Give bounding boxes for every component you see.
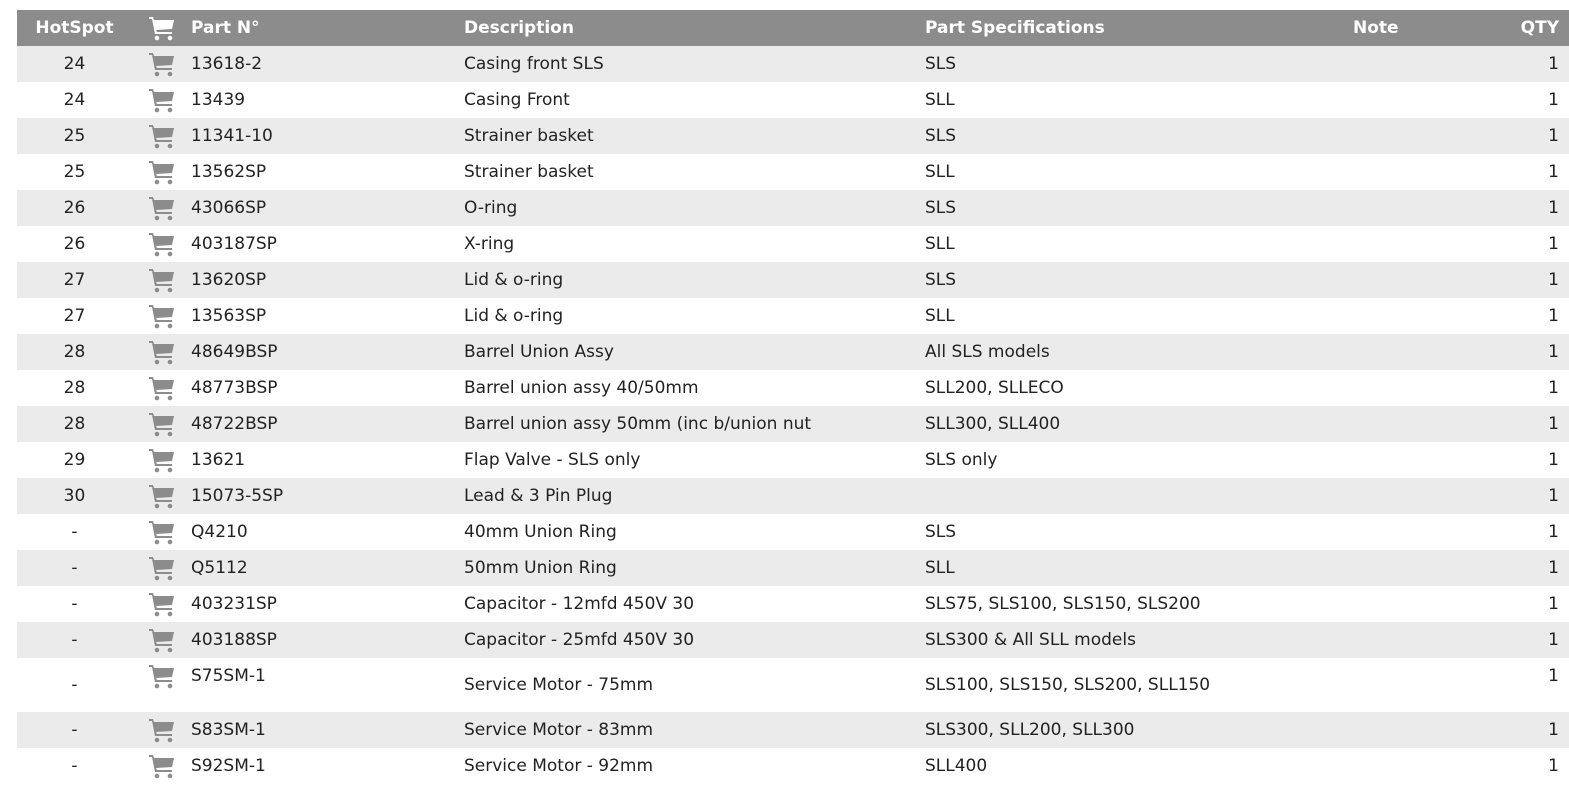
part-number-cell: 13439 bbox=[191, 82, 464, 118]
qty-cell: 1 bbox=[1467, 514, 1569, 550]
cart-icon bbox=[148, 590, 176, 618]
hotspot-cell: 26 bbox=[17, 226, 132, 262]
table-row bbox=[17, 406, 1569, 442]
hotspot-cell: 27 bbox=[17, 262, 132, 298]
cart-cell bbox=[132, 370, 191, 406]
note-cell bbox=[1323, 712, 1467, 748]
add-to-cart-button[interactable] bbox=[148, 158, 176, 186]
hotspot-cell: - bbox=[17, 748, 132, 784]
part-number-cell: 13562SP bbox=[191, 154, 464, 190]
description-cell: Barrel Union Assy bbox=[464, 334, 925, 370]
cart-icon bbox=[148, 374, 176, 402]
add-to-cart-button[interactable] bbox=[148, 482, 176, 510]
qty-cell: 1 bbox=[1467, 226, 1569, 262]
part-specifications-cell: SLL400 bbox=[925, 748, 1323, 784]
part-specifications-cell: SLL bbox=[925, 298, 1323, 334]
note-cell bbox=[1323, 406, 1467, 442]
part-number-cell: S83SM-1 bbox=[191, 712, 464, 748]
part-number-cell: 43066SP bbox=[191, 190, 464, 226]
table-row bbox=[17, 442, 1569, 478]
description-cell: Strainer basket bbox=[464, 118, 925, 154]
cart-icon bbox=[148, 14, 176, 42]
note-cell bbox=[1323, 658, 1467, 712]
cart-icon bbox=[148, 518, 176, 546]
cart-cell bbox=[132, 712, 191, 748]
description-cell: Casing front SLS bbox=[464, 46, 925, 82]
hotspot-cell: - bbox=[17, 658, 132, 712]
part-number-cell: S92SM-1 bbox=[191, 748, 464, 784]
hotspot-cell: 25 bbox=[17, 118, 132, 154]
add-to-cart-button[interactable] bbox=[148, 122, 176, 150]
hotspot-cell: 25 bbox=[17, 154, 132, 190]
part-number-cell: 403231SP bbox=[191, 586, 464, 622]
qty-cell: 1 bbox=[1467, 748, 1569, 784]
table-row bbox=[17, 262, 1569, 298]
table-row bbox=[17, 154, 1569, 190]
part-number-cell: 48773BSP bbox=[191, 370, 464, 406]
add-to-cart-button[interactable] bbox=[148, 446, 176, 474]
part-specifications-cell: All SLS models bbox=[925, 334, 1323, 370]
table-row bbox=[17, 82, 1569, 118]
add-to-cart-button[interactable] bbox=[148, 194, 176, 222]
note-cell bbox=[1323, 622, 1467, 658]
cart-cell bbox=[132, 622, 191, 658]
note-cell bbox=[1323, 118, 1467, 154]
qty-cell: 1 bbox=[1467, 658, 1569, 712]
part-number-cell: 403187SP bbox=[191, 226, 464, 262]
hotspot-cell: 28 bbox=[17, 370, 132, 406]
table-row bbox=[17, 748, 1569, 784]
hotspot-cell: 28 bbox=[17, 334, 132, 370]
note-cell bbox=[1323, 550, 1467, 586]
cart-cell bbox=[132, 406, 191, 442]
add-to-cart-button[interactable] bbox=[148, 266, 176, 294]
description-cell: Casing Front bbox=[464, 82, 925, 118]
part-specifications-cell: SLL300, SLL400 bbox=[925, 406, 1323, 442]
cart-icon bbox=[148, 446, 176, 474]
part-number-cell: 48722BSP bbox=[191, 406, 464, 442]
part-specifications-cell: SLL bbox=[925, 550, 1323, 586]
description-cell: Strainer basket bbox=[464, 154, 925, 190]
header-qty: QTY bbox=[1467, 10, 1569, 46]
add-to-cart-button[interactable] bbox=[148, 86, 176, 114]
part-specifications-cell: SLS100, SLS150, SLS200, SLL150 bbox=[925, 658, 1323, 712]
qty-cell: 1 bbox=[1467, 262, 1569, 298]
hotspot-cell: - bbox=[17, 622, 132, 658]
part-specifications-cell: SLL bbox=[925, 154, 1323, 190]
add-to-cart-button[interactable] bbox=[148, 230, 176, 258]
description-cell: Lid & o-ring bbox=[464, 262, 925, 298]
hotspot-cell: - bbox=[17, 586, 132, 622]
table-row bbox=[17, 298, 1569, 334]
note-cell bbox=[1323, 370, 1467, 406]
part-number-cell: Q5112 bbox=[191, 550, 464, 586]
note-cell bbox=[1323, 82, 1467, 118]
table-row bbox=[17, 550, 1569, 586]
cart-cell bbox=[132, 514, 191, 550]
part-number-cell: S75SM-1 bbox=[191, 658, 464, 712]
add-to-cart-button[interactable] bbox=[148, 752, 176, 780]
part-specifications-cell: SLL200, SLLECO bbox=[925, 370, 1323, 406]
header-part-specifications: Part Specifications bbox=[925, 10, 1323, 46]
cart-cell bbox=[132, 442, 191, 478]
part-specifications-cell: SLS bbox=[925, 118, 1323, 154]
qty-cell: 1 bbox=[1467, 118, 1569, 154]
cart-cell bbox=[132, 262, 191, 298]
add-to-cart-button[interactable] bbox=[148, 374, 176, 402]
note-cell bbox=[1323, 298, 1467, 334]
add-to-cart-button[interactable] bbox=[148, 590, 176, 618]
add-to-cart-button[interactable] bbox=[148, 626, 176, 654]
cart-cell bbox=[132, 298, 191, 334]
qty-cell: 1 bbox=[1467, 550, 1569, 586]
add-to-cart-button[interactable] bbox=[148, 716, 176, 744]
description-cell: O-ring bbox=[464, 190, 925, 226]
hotspot-cell: 27 bbox=[17, 298, 132, 334]
header-part-number: Part N° bbox=[191, 10, 464, 46]
table-row bbox=[17, 226, 1569, 262]
cart-cell bbox=[132, 46, 191, 82]
qty-cell: 1 bbox=[1467, 442, 1569, 478]
hotspot-cell: - bbox=[17, 550, 132, 586]
qty-cell: 1 bbox=[1467, 406, 1569, 442]
cart-cell bbox=[132, 658, 191, 712]
part-number-cell: 13621 bbox=[191, 442, 464, 478]
hotspot-cell: 26 bbox=[17, 190, 132, 226]
part-specifications-cell: SLS bbox=[925, 190, 1323, 226]
header-note: Note bbox=[1323, 10, 1467, 46]
part-specifications-cell: SLS only bbox=[925, 442, 1323, 478]
part-specifications-cell: SLS300, SLL200, SLL300 bbox=[925, 712, 1323, 748]
part-specifications-cell: SLS75, SLS100, SLS150, SLS200 bbox=[925, 586, 1323, 622]
description-cell: X-ring bbox=[464, 226, 925, 262]
note-cell bbox=[1323, 442, 1467, 478]
table-body bbox=[17, 46, 1569, 784]
table-header-row bbox=[17, 10, 1569, 46]
cart-icon bbox=[148, 338, 176, 366]
table-row bbox=[17, 586, 1569, 622]
qty-cell: 1 bbox=[1467, 190, 1569, 226]
cart-cell bbox=[132, 586, 191, 622]
description-cell: Lead & 3 Pin Plug bbox=[464, 478, 925, 514]
description-cell: Service Motor - 75mm bbox=[464, 658, 925, 712]
cart-icon bbox=[148, 50, 176, 78]
qty-cell: 1 bbox=[1467, 298, 1569, 334]
cart-icon bbox=[148, 122, 176, 150]
add-to-cart-button[interactable] bbox=[148, 50, 176, 78]
add-to-cart-button[interactable] bbox=[148, 338, 176, 366]
part-specifications-cell bbox=[925, 478, 1323, 514]
part-number-cell: 11341-10 bbox=[191, 118, 464, 154]
note-cell bbox=[1323, 586, 1467, 622]
note-cell bbox=[1323, 190, 1467, 226]
hotspot-cell: - bbox=[17, 712, 132, 748]
cart-icon bbox=[148, 662, 176, 690]
note-cell bbox=[1323, 226, 1467, 262]
hotspot-cell: 30 bbox=[17, 478, 132, 514]
header-cart bbox=[132, 10, 191, 46]
cart-cell bbox=[132, 748, 191, 784]
part-number-cell: 13618-2 bbox=[191, 46, 464, 82]
table-row bbox=[17, 712, 1569, 748]
note-cell bbox=[1323, 748, 1467, 784]
cart-icon bbox=[148, 266, 176, 294]
qty-cell: 1 bbox=[1467, 46, 1569, 82]
qty-cell: 1 bbox=[1467, 478, 1569, 514]
part-specifications-cell: SLS bbox=[925, 262, 1323, 298]
hotspot-cell: 24 bbox=[17, 46, 132, 82]
note-cell bbox=[1323, 262, 1467, 298]
add-to-cart-button[interactable] bbox=[148, 410, 176, 438]
cart-icon bbox=[148, 626, 176, 654]
description-cell: Barrel union assy 50mm (inc b/union nut bbox=[464, 406, 925, 442]
table-row bbox=[17, 118, 1569, 154]
cart-cell bbox=[132, 118, 191, 154]
cart-cell bbox=[132, 334, 191, 370]
note-cell bbox=[1323, 478, 1467, 514]
cart-cell bbox=[132, 550, 191, 586]
header-hotspot: HotSpot bbox=[17, 10, 132, 46]
cart-icon bbox=[148, 86, 176, 114]
note-cell bbox=[1323, 46, 1467, 82]
hotspot-cell: 29 bbox=[17, 442, 132, 478]
table-row bbox=[17, 370, 1569, 406]
qty-cell: 1 bbox=[1467, 154, 1569, 190]
table-row bbox=[17, 46, 1569, 82]
table-row bbox=[17, 622, 1569, 658]
description-cell: Service Motor - 83mm bbox=[464, 712, 925, 748]
cart-icon bbox=[148, 194, 176, 222]
table-row bbox=[17, 478, 1569, 514]
qty-cell: 1 bbox=[1467, 334, 1569, 370]
part-number-cell: Q4210 bbox=[191, 514, 464, 550]
description-cell: 40mm Union Ring bbox=[464, 514, 925, 550]
cart-icon bbox=[148, 716, 176, 744]
cart-cell bbox=[132, 226, 191, 262]
header-description: Description bbox=[464, 10, 925, 46]
part-specifications-cell: SLS bbox=[925, 46, 1323, 82]
part-specifications-cell: SLL bbox=[925, 226, 1323, 262]
cart-cell bbox=[132, 190, 191, 226]
qty-cell: 1 bbox=[1467, 622, 1569, 658]
description-cell: Flap Valve - SLS only bbox=[464, 442, 925, 478]
qty-cell: 1 bbox=[1467, 370, 1569, 406]
cart-icon bbox=[148, 302, 176, 330]
cart-icon bbox=[148, 482, 176, 510]
description-cell: Barrel union assy 40/50mm bbox=[464, 370, 925, 406]
cart-icon bbox=[148, 554, 176, 582]
note-cell bbox=[1323, 514, 1467, 550]
table-row bbox=[17, 334, 1569, 370]
add-to-cart-button[interactable] bbox=[148, 302, 176, 330]
cart-icon bbox=[148, 410, 176, 438]
add-to-cart-button[interactable] bbox=[148, 554, 176, 582]
part-number-cell: 15073-5SP bbox=[191, 478, 464, 514]
add-to-cart-button[interactable] bbox=[148, 662, 176, 690]
part-specifications-cell: SLS bbox=[925, 514, 1323, 550]
description-cell: Service Motor - 92mm bbox=[464, 748, 925, 784]
part-specifications-cell: SLL bbox=[925, 82, 1323, 118]
note-cell bbox=[1323, 154, 1467, 190]
table-row bbox=[17, 658, 1569, 712]
cart-cell bbox=[132, 478, 191, 514]
qty-cell: 1 bbox=[1467, 712, 1569, 748]
cart-cell bbox=[132, 154, 191, 190]
cart-icon bbox=[148, 158, 176, 186]
cart-icon bbox=[148, 230, 176, 258]
description-cell: Lid & o-ring bbox=[464, 298, 925, 334]
cart-icon bbox=[148, 752, 176, 780]
description-cell: Capacitor - 25mfd 450V 30 bbox=[464, 622, 925, 658]
parts-table bbox=[17, 10, 1569, 784]
qty-cell: 1 bbox=[1467, 82, 1569, 118]
description-cell: Capacitor - 12mfd 450V 30 bbox=[464, 586, 925, 622]
hotspot-cell: 24 bbox=[17, 82, 132, 118]
description-cell: 50mm Union Ring bbox=[464, 550, 925, 586]
part-number-cell: 13620SP bbox=[191, 262, 464, 298]
part-number-cell: 13563SP bbox=[191, 298, 464, 334]
hotspot-cell: - bbox=[17, 514, 132, 550]
qty-cell: 1 bbox=[1467, 586, 1569, 622]
table-row bbox=[17, 190, 1569, 226]
part-number-cell: 48649BSP bbox=[191, 334, 464, 370]
hotspot-cell: 28 bbox=[17, 406, 132, 442]
add-to-cart-button[interactable] bbox=[148, 518, 176, 546]
note-cell bbox=[1323, 334, 1467, 370]
part-number-cell: 403188SP bbox=[191, 622, 464, 658]
cart-cell bbox=[132, 82, 191, 118]
part-specifications-cell: SLS300 & All SLL models bbox=[925, 622, 1323, 658]
table-row bbox=[17, 514, 1569, 550]
